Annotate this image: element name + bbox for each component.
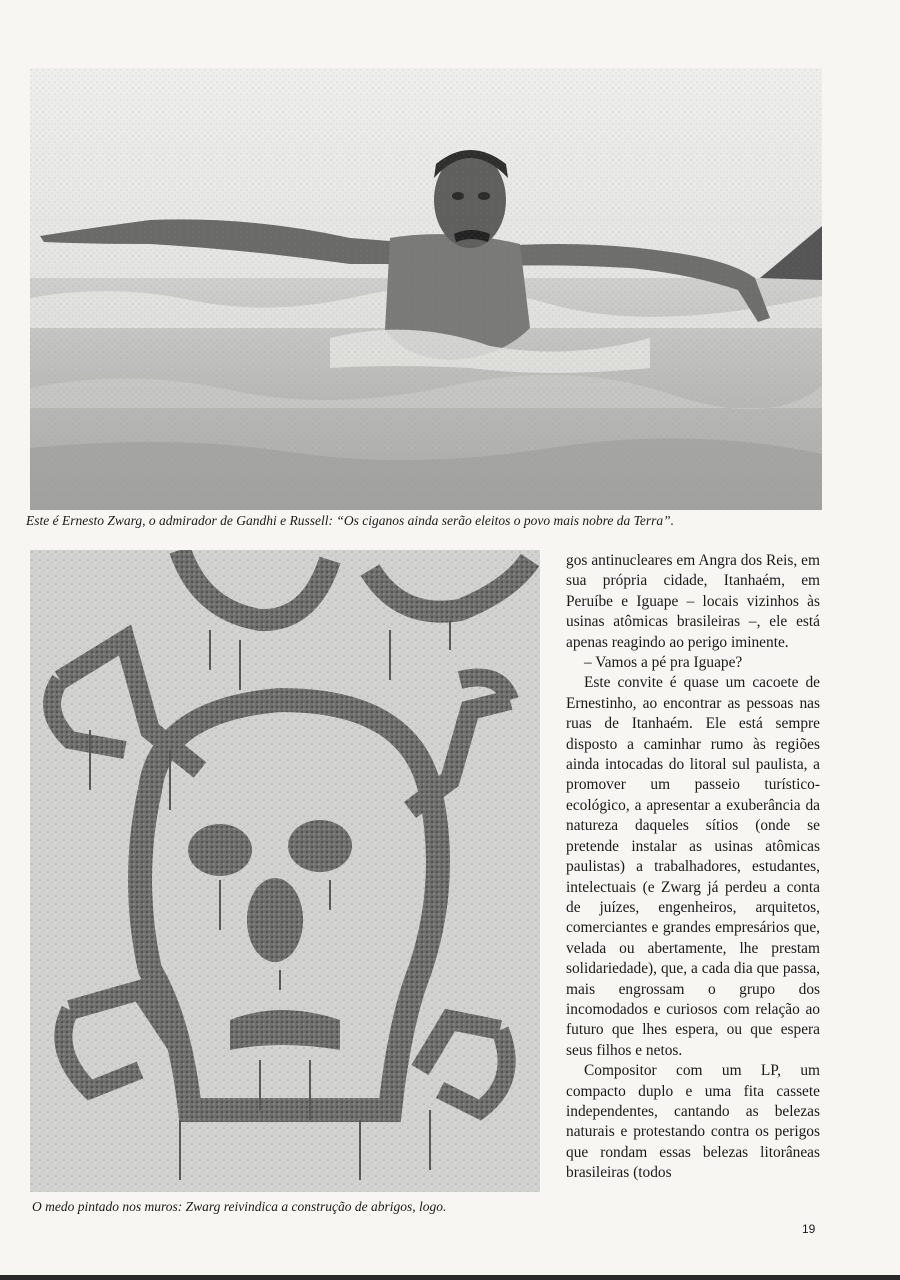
page-number: 19	[802, 1222, 816, 1236]
page-bottom-border	[0, 1275, 900, 1280]
article-paragraph: Este convite é quase um cacoete de Ernestinho, ao encontrar as pessoas nas ruas de Itanhaém. Ele está sempre disposto a caminhar rumo às regiões ainda intocadas do litoral sul paulista, a promover um passeio turístico-ecológico, a apresentar a exuberância da natureza daqueles sítios (onde se pretende instalar as usinas atômicas paulistas) a trabalhadores, estudantes, intelectuais (e Zwarg já perdeu a conta de juízes, engenheiros, arquitetos, comerciantes e grandes empresários que, velada ou abertamente, lhe prestam solidariedade), que, a cada dia que passa, mais engrossam o grupo dos incomodados e curiosos com relação ao futuro que lhes espera, ou que espera seus filhos e netos.	[566, 674, 820, 1059]
swimmer-photo	[30, 68, 822, 510]
article-paragraph: Compositor com um LP, um compacto duplo e uma fita cassete independentes, cantando as belezas naturais e protestando contra os perigos que rondam essas belezas litorâneas brasileiras (todos	[566, 1062, 820, 1182]
article-paragraph: – Vamos a pé pra Iguape?	[584, 654, 743, 672]
bottom-photo-caption: O medo pintado nos muros: Zwarg reivindica a construção de abrigos, logo.	[32, 1199, 447, 1214]
swimmer-illustration	[30, 68, 822, 510]
top-photo-caption: Este é Ernesto Zwarg, o admirador de Gandhi e Russell: “Os ciganos ainda serão eleitos o povo mais nobre da Terra”.	[26, 513, 674, 528]
article-column	[566, 551, 820, 1184]
skull-graffiti-photo	[30, 550, 540, 1192]
article-paragraph: gos antinucleares em Angra dos Reis, em sua própria cidade, Itanhaém, em Peruíbe e Iguape – locais vizinhos às usinas atômicas brasileiras –, ele está apenas reagindo ao perigo iminente.	[566, 552, 820, 651]
skull-graffiti-illustration	[30, 550, 540, 1192]
